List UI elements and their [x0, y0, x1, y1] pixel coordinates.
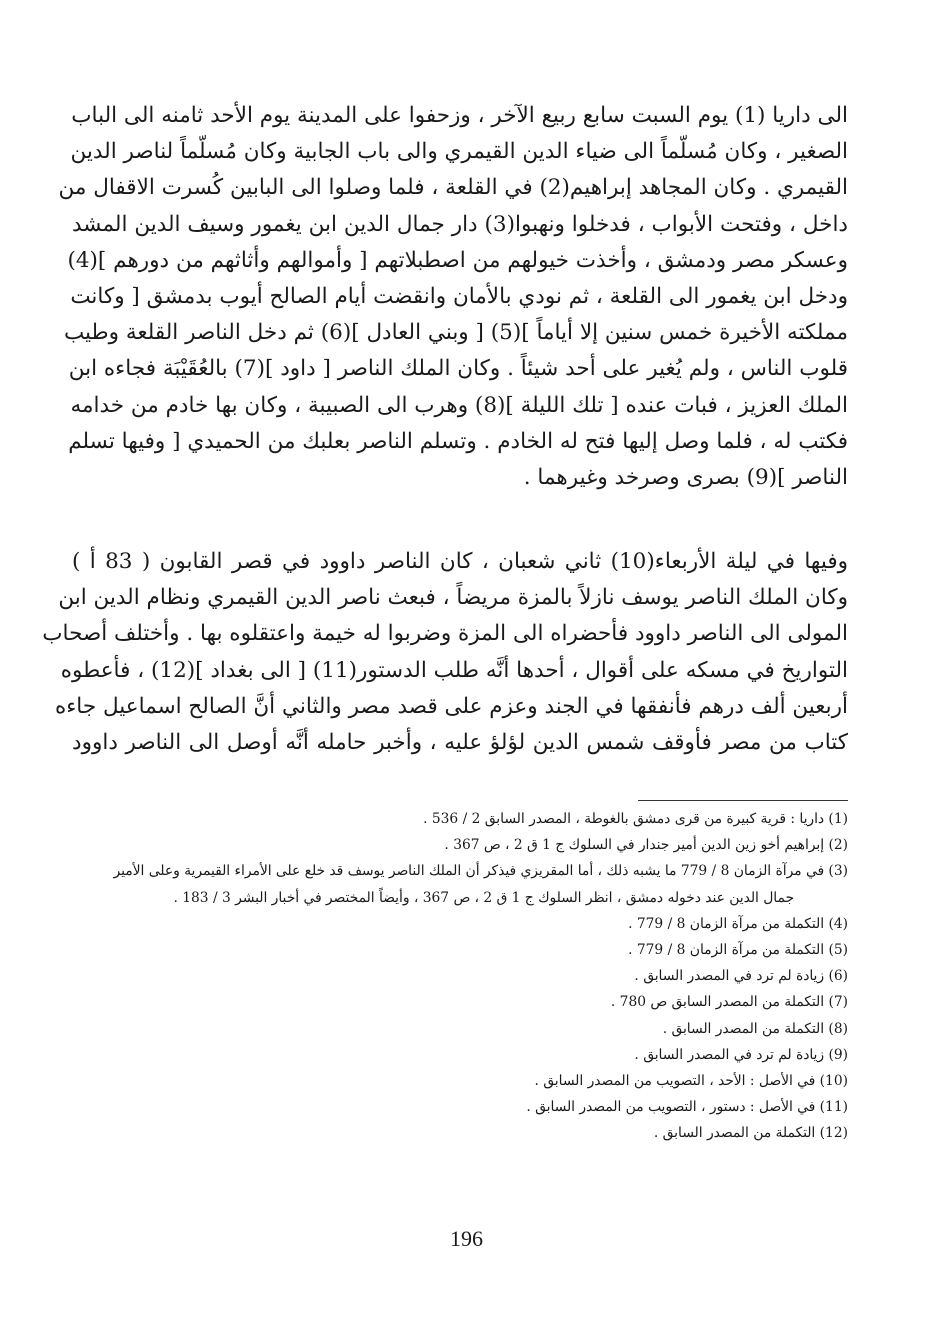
footnote-continuation: جمال الدين عند دخوله دمشق ، انظر السلوك ج 1 ق 2 ، ص 367 ، وأيضاً المختصر في أخبار البشر 3 / 183 . — [173, 889, 794, 906]
text-line: ودخل ابن يغمور الى القلعة ، ثم نودي بالأمان وانقضت أيام الصالح أيوب بدمشق [ وكانت — [70, 283, 848, 309]
footnote: (9) زيادة لم ترد في المصدر السابق . — [634, 1046, 848, 1063]
footnote-separator — [638, 800, 848, 801]
footnote: (7) التكملة من المصدر السابق ص 780 . — [610, 994, 848, 1011]
text-line: قلوب الناس ، ولم يُغير على أحد شيئاً . وكان الملك الناصر [ داود ](7) بالعُقَيْبَة فجاءه ابن — [68, 356, 848, 382]
footnote: (8) التكملة من المصدر السابق . — [662, 1020, 848, 1037]
footnote: (1) داريا : قرية كبيرة من قرى دمشق بالغوطة ، المصدر السابق 2 / 536 . — [423, 811, 848, 827]
footnote: (4) التكملة من مرآة الزمان 8 / 779 . — [628, 915, 848, 932]
footnote: (5) التكملة من مرآة الزمان 8 / 779 . — [628, 941, 848, 958]
page-number: 196 — [450, 1226, 483, 1251]
footnote: (12) التكملة من المصدر السابق . — [653, 1125, 848, 1142]
footnote: (6) زيادة لم ترد في المصدر السابق . — [634, 968, 848, 985]
text-line: التواريخ في مسكه على أقوال ، أحدها أنَّه طلب الدستور(11) [ الى بغداد ](12) ، فأعطوه — [60, 657, 848, 683]
text-line: وفيها في ليلة الأربعاء(10) ثاني شعبان ، كان الناصر داوود في قصر القابون ( 83 أ ) — [72, 549, 848, 574]
footnote: (3) في مرآة الزمان 8 / 779 ما يشبه ذلك ، أما المقريزي فيذكر أن الملك الناصر يوسف قد خلع على الأمراء القيمرية وعلى الأمير — [113, 863, 848, 880]
text-line: الصغير ، وكان مُسلّماً الى ضياء الدين القيمري والى باب الجابية وكان مُسلّماً لناصر الدين — [70, 139, 848, 165]
text-line: داخل ، وفتحت الأبواب ، فدخلوا ونهبوا(3) دار جمال الدين ابن يغمور وسيف الدين المشد — [72, 211, 848, 237]
footnotes — [72, 806, 848, 1146]
text-line: القيمري . وكان المجاهد إبراهيم(2) في القلعة ، فلما وصلوا الى البابين كُسرت الاقفال من — [58, 175, 848, 201]
text-line: الملك العزيز ، فبات عنده [ تلك الليلة ](8) وهرب الى الصبيبة ، وكان بها خادم من خدامه — [70, 392, 848, 418]
text-line: الناصر ](9) بصرى وصرخد وغيرهما . — [523, 464, 848, 490]
text-line: مملكته الأخيرة خمس سنين إلا أياماً ](5) [ وبني العادل ](6) ثم دخل الناصر القلعة وطيب — [63, 320, 848, 346]
text-line: المولى الى الناصر داوود فأحضراه الى المزة وضربوا له خيمة واعتقلوه بها . وأختلف أصحاب — [42, 621, 848, 647]
text-line: وكان الملك الناصر يوسف نازلاً بالمزة مريضاً ، فبعث ناصر الدين القيمري ونظام الدين ابن — [58, 585, 848, 611]
footnote: (2) إبراهيم أخو زين الدين أمير جندار في السلوك ج 1 ق 2 ، ص 367 . — [444, 837, 848, 854]
footnote: (11) في الأصل : دستور ، التصويب من المصدر السابق . — [526, 1099, 848, 1116]
text-line: الى داريا (1) يوم السبت سابع ربيع الآخر ، وزحفوا على المدينة يوم الأحد ثامنه الى الباب — [71, 103, 848, 128]
text-line: فكتب له ، فلما وصل إليها فتح له الخادم . وتسلم الناصر بعلبك من الحميدي [ وفيها تسلم — [68, 428, 848, 454]
footnote: (10) في الأصل : الأحد ، التصويب من المصدر السابق . — [534, 1072, 848, 1089]
text-line: كتاب من مصر فأوقف شمس الدين لؤلؤ عليه ، وأخبر حامله أنَّه أوصل الى الناصر داوود — [72, 729, 848, 755]
text-line: وعسكر مصر ودمشق ، وأخذت خيولهم من اصطبلاتهم [ وأموالهم وأثاثهم من دورهم ](4) — [67, 247, 848, 273]
text-line: أربعين ألف درهم فأنفقها في الجند وعزم على قصد مصر والثاني أنَّ الصالح اسماعيل جاءه — [54, 693, 848, 719]
paragraph-1 — [58, 98, 848, 496]
paragraph-2 — [42, 544, 848, 761]
